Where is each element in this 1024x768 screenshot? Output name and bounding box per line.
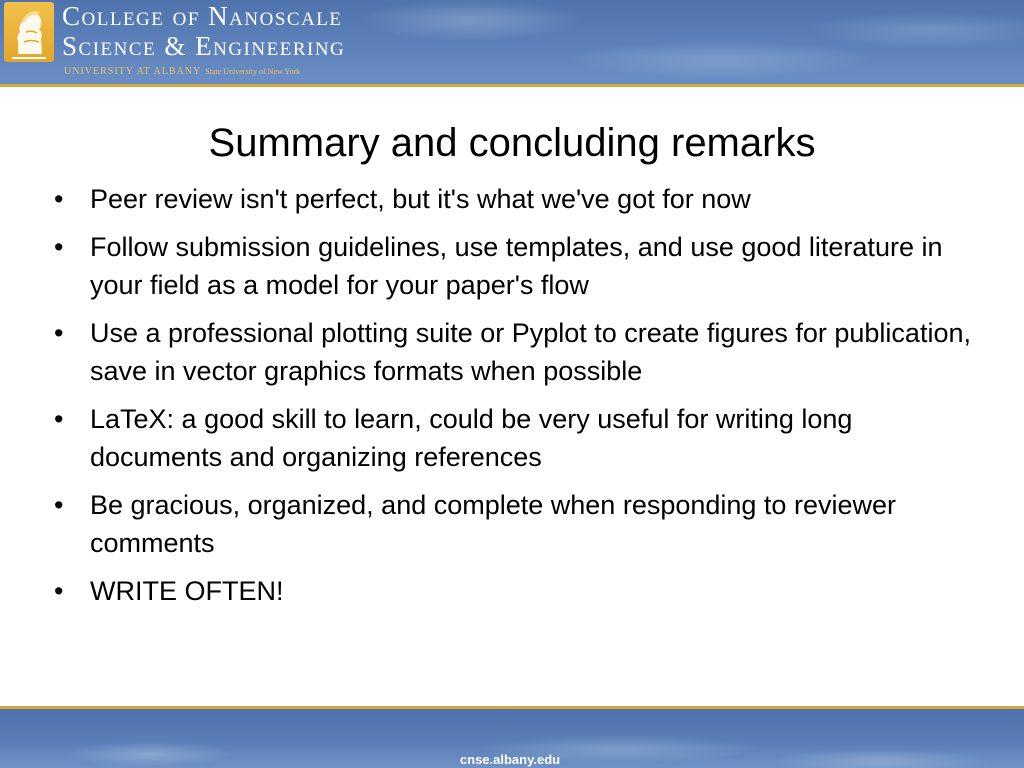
minerva-logo-icon	[4, 2, 54, 62]
bullet-text: Follow submission guidelines, use templates, and use good literature in your field as a model for your paper's flow	[90, 232, 943, 300]
college-name-line1: College of Nanoscale	[62, 1, 343, 31]
bullet-item	[52, 314, 972, 390]
university-name-sub: State University of New York	[205, 67, 301, 76]
bullet-item	[52, 180, 972, 218]
bullet-text: Use a professional plotting suite or Pyplot to create figures for publication, save in vector graphics formats when possible	[90, 318, 971, 386]
bullet-dot-icon: •	[54, 490, 64, 520]
bullet-item	[52, 228, 972, 304]
slide-title: Summary and concluding remarks	[208, 121, 816, 165]
header-band	[0, 0, 1024, 84]
bullet-dot-icon: •	[54, 318, 64, 348]
college-name-line2: Science & Engineering	[62, 31, 346, 61]
footer-url-link[interactable]: cnse.albany.edu	[459, 752, 561, 767]
header-divider	[0, 84, 1024, 87]
bullet-text: LaTeX: a good skill to learn, could be very useful for writing long documents and organizing references	[90, 404, 853, 472]
bullet-dot-icon: •	[54, 576, 64, 606]
bullet-text: Peer review isn't perfect, but it's what we've got for now	[90, 184, 751, 214]
bullet-dot-icon: •	[54, 184, 64, 214]
bullet-dot-icon: •	[54, 232, 64, 262]
footer-band	[0, 709, 1024, 768]
bullet-text: WRITE OFTEN!	[90, 576, 284, 606]
bullet-list	[52, 180, 972, 620]
university-name-main: UNIVERSITY AT ALBANY	[64, 66, 202, 77]
bullet-item	[52, 400, 972, 476]
bullet-text: Be gracious, organized, and complete when responding to reviewer comments	[90, 490, 896, 558]
university-name	[64, 66, 300, 77]
bullet-item	[52, 572, 972, 610]
bullet-item	[52, 486, 972, 562]
bullet-dot-icon: •	[54, 404, 64, 434]
